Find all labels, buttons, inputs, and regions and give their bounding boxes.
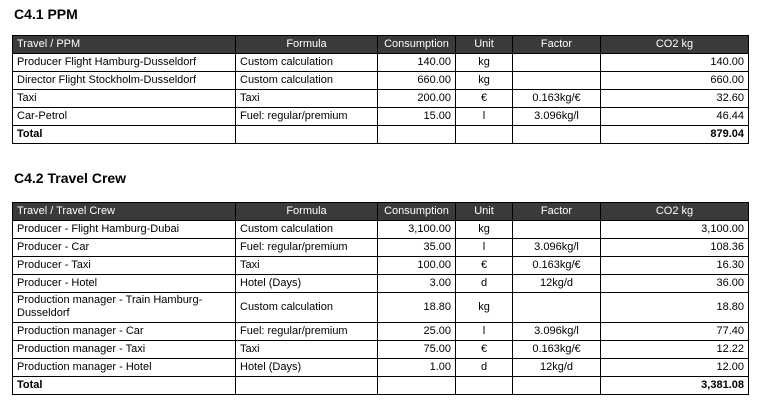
table-cell: 18.80 xyxy=(601,293,749,323)
table-cell: l xyxy=(456,239,513,257)
table-cell: 35.00 xyxy=(378,239,456,257)
total-co2-value: 879.04 xyxy=(601,126,749,144)
table-cell: 100.00 xyxy=(378,257,456,275)
table-row xyxy=(13,108,749,126)
column-header: Unit xyxy=(456,36,513,54)
column-header: Formula xyxy=(236,203,378,221)
total-row xyxy=(13,377,749,395)
table-cell: 3.00 xyxy=(378,275,456,293)
column-header: Unit xyxy=(456,203,513,221)
section-title-ppm: C4.1 PPM xyxy=(14,6,78,22)
table-cell xyxy=(456,126,513,144)
travel-crew-table-header xyxy=(13,203,749,221)
table-cell: Production manager - Train Hamburg-Dusseldorf xyxy=(13,293,236,323)
table-cell: Hotel (Days) xyxy=(236,275,378,293)
table-cell: 75.00 xyxy=(378,341,456,359)
table-cell: 660.00 xyxy=(378,72,456,90)
table-cell: 3.096kg/l xyxy=(513,323,601,341)
table-cell: € xyxy=(456,257,513,275)
table-cell: Producer Flight Hamburg-Dusseldorf xyxy=(13,54,236,72)
section-travel-crew xyxy=(12,169,748,395)
table-cell: Producer - Flight Hamburg-Dubai xyxy=(13,221,236,239)
table-cell: 0.163kg/€ xyxy=(513,90,601,108)
table-cell: 12kg/d xyxy=(513,359,601,377)
table-cell: 140.00 xyxy=(601,54,749,72)
table-cell: Taxi xyxy=(13,90,236,108)
column-header: Factor xyxy=(513,36,601,54)
column-header: CO2 kg xyxy=(601,203,749,221)
table-cell: 12.22 xyxy=(601,341,749,359)
table-cell xyxy=(378,126,456,144)
table-cell: kg xyxy=(456,54,513,72)
table-cell: 32.60 xyxy=(601,90,749,108)
table-cell: 3.096kg/l xyxy=(513,108,601,126)
table-cell xyxy=(513,293,601,323)
table-cell: Fuel: regular/premium xyxy=(236,323,378,341)
table-cell xyxy=(513,377,601,395)
table-cell: 140.00 xyxy=(378,54,456,72)
table-cell: € xyxy=(456,341,513,359)
table-row xyxy=(13,359,749,377)
table-cell: 0.163kg/€ xyxy=(513,257,601,275)
total-row xyxy=(13,126,749,144)
table-cell: 3.096kg/l xyxy=(513,239,601,257)
table-cell: Fuel: regular/premium xyxy=(236,239,378,257)
table-row xyxy=(13,275,749,293)
table-cell: Producer - Taxi xyxy=(13,257,236,275)
table-cell: Production manager - Hotel xyxy=(13,359,236,377)
table-cell: 36.00 xyxy=(601,275,749,293)
table-cell: 200.00 xyxy=(378,90,456,108)
section-ppm xyxy=(12,5,748,144)
table-cell xyxy=(513,126,601,144)
table-row xyxy=(13,90,749,108)
table-cell: 12.00 xyxy=(601,359,749,377)
table-cell xyxy=(513,54,601,72)
table-cell: Taxi xyxy=(236,90,378,108)
table-cell: 16.30 xyxy=(601,257,749,275)
table-cell: Car-Petrol xyxy=(13,108,236,126)
table-cell: 1.00 xyxy=(378,359,456,377)
table-cell: l xyxy=(456,323,513,341)
table-row xyxy=(13,257,749,275)
column-header: Consumption xyxy=(378,203,456,221)
total-label: Total xyxy=(13,377,236,395)
column-header: CO2 kg xyxy=(601,36,749,54)
table-row xyxy=(13,54,749,72)
table-cell: l xyxy=(456,108,513,126)
table-row xyxy=(13,239,749,257)
table-cell xyxy=(456,377,513,395)
column-header: Consumption xyxy=(378,36,456,54)
travel-crew-table xyxy=(12,202,749,395)
table-cell xyxy=(236,377,378,395)
table-cell: kg xyxy=(456,221,513,239)
table-cell: 3,100.00 xyxy=(378,221,456,239)
table-cell: 0.163kg/€ xyxy=(513,341,601,359)
ppm-table xyxy=(12,35,749,144)
table-row xyxy=(13,221,749,239)
table-cell: 46.44 xyxy=(601,108,749,126)
column-header: Travel / PPM xyxy=(13,36,236,54)
column-header: Factor xyxy=(513,203,601,221)
table-row xyxy=(13,341,749,359)
table-cell: 15.00 xyxy=(378,108,456,126)
table-cell xyxy=(513,72,601,90)
table-cell: Taxi xyxy=(236,257,378,275)
table-row xyxy=(13,293,749,323)
table-cell: 77.40 xyxy=(601,323,749,341)
table-cell: 12kg/d xyxy=(513,275,601,293)
table-cell: Fuel: regular/premium xyxy=(236,108,378,126)
table-row xyxy=(13,72,749,90)
column-header: Formula xyxy=(236,36,378,54)
table-cell xyxy=(236,126,378,144)
table-cell: 18.80 xyxy=(378,293,456,323)
table-cell: kg xyxy=(456,72,513,90)
table-cell xyxy=(513,221,601,239)
table-cell: Custom calculation xyxy=(236,293,378,323)
table-cell: € xyxy=(456,90,513,108)
table-cell: Hotel (Days) xyxy=(236,359,378,377)
table-cell: Production manager - Car xyxy=(13,323,236,341)
total-co2-value: 3,381.08 xyxy=(601,377,749,395)
total-label: Total xyxy=(13,126,236,144)
table-cell: Custom calculation xyxy=(236,54,378,72)
table-cell: 660.00 xyxy=(601,72,749,90)
table-cell: 3,100.00 xyxy=(601,221,749,239)
table-cell: 25.00 xyxy=(378,323,456,341)
table-cell: Custom calculation xyxy=(236,72,378,90)
table-cell: 108.36 xyxy=(601,239,749,257)
table-row xyxy=(13,323,749,341)
table-cell: Custom calculation xyxy=(236,221,378,239)
column-header: Travel / Travel Crew xyxy=(13,203,236,221)
table-cell: Director Flight Stockholm-Dusseldorf xyxy=(13,72,236,90)
section-title-travel-crew: C4.2 Travel Crew xyxy=(14,170,127,186)
table-cell: d xyxy=(456,275,513,293)
table-cell: Producer - Hotel xyxy=(13,275,236,293)
table-cell: d xyxy=(456,359,513,377)
table-cell: kg xyxy=(456,293,513,323)
table-cell xyxy=(378,377,456,395)
table-cell: Taxi xyxy=(236,341,378,359)
table-cell: Producer - Car xyxy=(13,239,236,257)
table-cell: Production manager - Taxi xyxy=(13,341,236,359)
ppm-table-header xyxy=(13,36,749,54)
